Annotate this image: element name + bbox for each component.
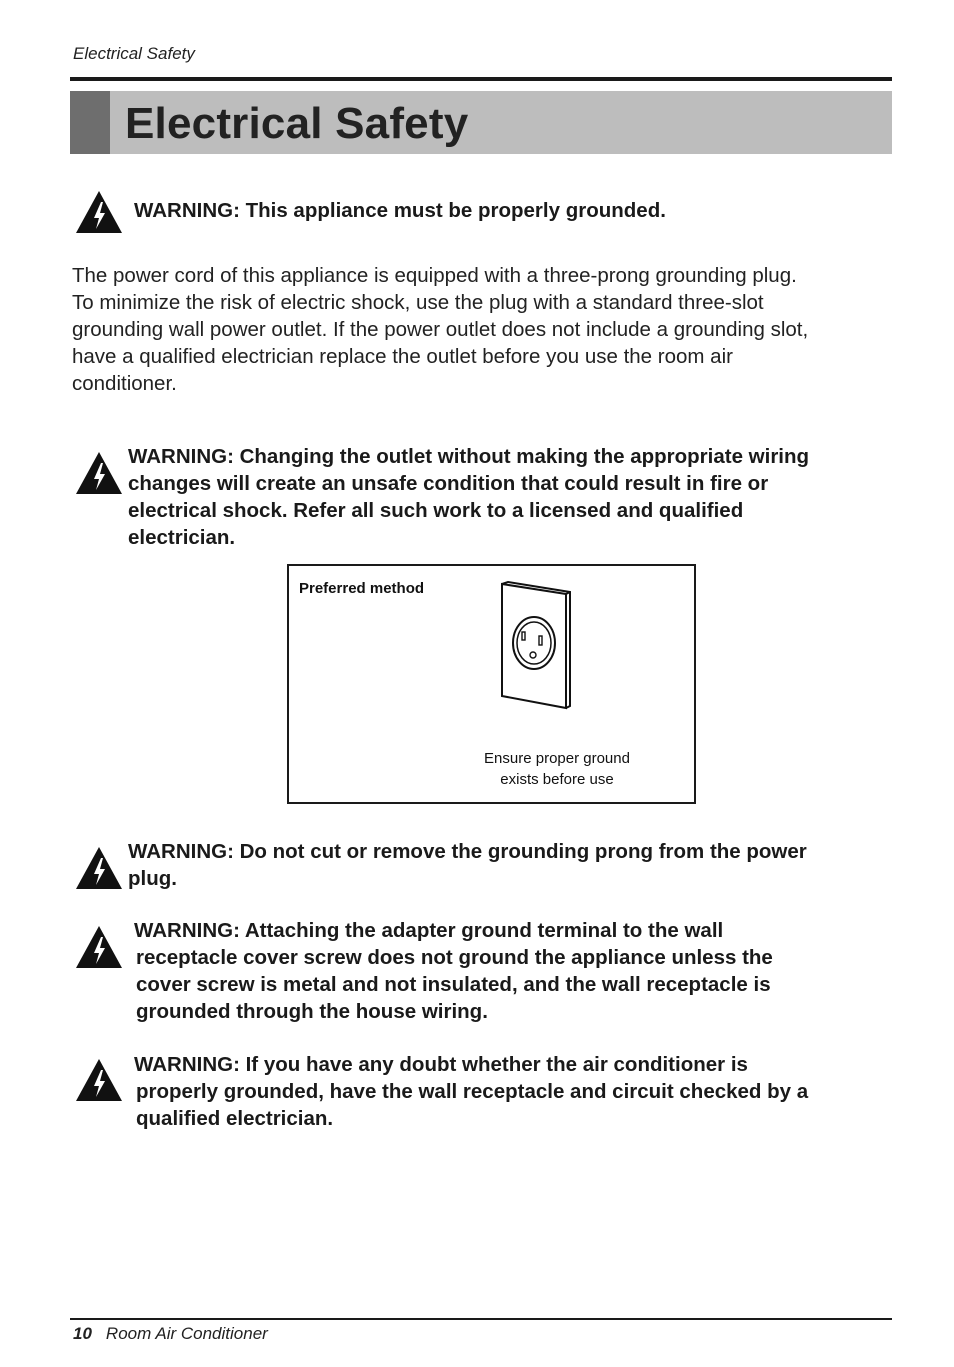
section-title: Electrical Safety	[125, 99, 469, 148]
warning-line: qualified electrician.	[136, 1107, 334, 1130]
warning-line: WARNING: Do not cut or remove the grounding prong from the power	[128, 840, 807, 863]
top-rule	[70, 77, 892, 81]
figure-label: Preferred method	[299, 580, 425, 597]
preferred-method-figure	[287, 564, 696, 804]
electric-hazard-warning-icon	[75, 451, 123, 495]
title-tab	[70, 91, 110, 154]
warning-line: receptacle cover screw does not ground the appliance unless the	[136, 946, 773, 969]
caption-line: exists before use	[500, 771, 614, 788]
warning-line: grounded through the house wiring.	[136, 1000, 488, 1023]
warning-line: properly grounded, have the wall receptacle and circuit checked by a	[136, 1080, 809, 1103]
warning-line: electrical shock. Refer all such work to a licensed and qualified	[128, 499, 744, 522]
warning-line: WARNING: This appliance must be properly grounded.	[134, 199, 666, 222]
electric-hazard-warning-icon	[75, 846, 123, 890]
electric-hazard-warning-icon	[75, 1058, 123, 1102]
caption-line: Ensure proper ground	[484, 750, 630, 767]
warning-line: plug.	[128, 867, 177, 890]
footer-product: Room Air Conditioner	[105, 1324, 268, 1343]
figure-caption	[457, 748, 657, 790]
warning-doubt-grounded	[134, 1051, 808, 1132]
grounding-paragraph	[72, 262, 892, 397]
electric-hazard-warning-icon	[75, 190, 123, 234]
warning-line: electrician.	[128, 526, 236, 549]
section-title-bar	[70, 91, 892, 154]
warning-line: changes will create an unsafe condition that could result in fire or	[128, 472, 769, 495]
warning-line: WARNING: Changing the outlet without making the appropriate wiring	[128, 445, 810, 468]
page-number: 10	[73, 1324, 92, 1343]
warning-line: WARNING: Attaching the adapter ground terminal to the wall	[134, 919, 724, 942]
electric-hazard-warning-icon	[75, 925, 123, 969]
running-head: Electrical Safety	[73, 44, 195, 63]
paragraph-line: grounding wall power outlet. If the power outlet does not include a grounding slot,	[72, 318, 809, 341]
warning-adapter-ground	[134, 917, 773, 1025]
warning-changing-outlet	[128, 443, 809, 551]
warning-line: WARNING: If you have any doubt whether the air conditioner is	[134, 1053, 748, 1076]
paragraph-line: To minimize the risk of electric shock, use the plug with a standard three-slot	[72, 291, 764, 314]
bottom-rule	[70, 1318, 892, 1320]
warning-grounded	[134, 197, 666, 224]
wall-outlet-illustration	[494, 580, 574, 710]
warning-line: cover screw is metal and not insulated, and the wall receptacle is	[136, 973, 771, 996]
paragraph-line: conditioner.	[72, 372, 177, 395]
paragraph-line: have a qualified electrician replace the outlet before you use the room air	[72, 345, 733, 368]
paragraph-line: The power cord of this appliance is equipped with a three-prong grounding plug.	[72, 264, 797, 287]
warning-grounding-prong	[128, 838, 807, 892]
page-footer	[73, 1324, 268, 1344]
